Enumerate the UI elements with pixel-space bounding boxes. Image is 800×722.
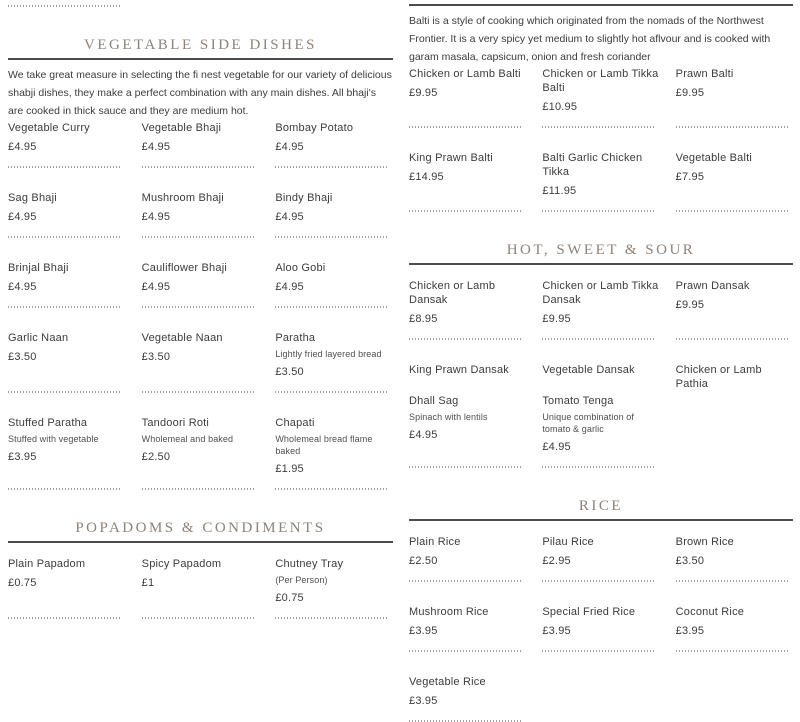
spacer <box>275 224 393 236</box>
dotted-separator <box>676 126 788 128</box>
menu-item <box>142 331 260 393</box>
menu-row <box>409 67 793 128</box>
dotted-separator <box>542 210 654 212</box>
spacer <box>409 184 526 196</box>
dotted-separator <box>676 580 788 582</box>
menu-item-name: Brown Rice <box>675 536 734 548</box>
menu-item <box>676 67 793 128</box>
menu-item-name: Pilau Rice <box>542 536 594 548</box>
dotted-separator <box>542 338 654 340</box>
menu-item <box>275 557 393 619</box>
menu-item <box>676 151 793 212</box>
dotted-separator <box>676 210 788 212</box>
spacer <box>409 442 526 454</box>
section-title: RICE <box>578 498 624 514</box>
spacer <box>409 708 526 720</box>
menu-item <box>409 363 526 391</box>
menu-section <box>409 12 793 212</box>
section-rule <box>8 541 393 543</box>
menu-item-name: Brinjal Bhaji <box>8 262 69 274</box>
menu-item <box>8 191 126 238</box>
dotted-separator <box>409 580 521 582</box>
dotted-separator <box>542 466 654 468</box>
dotted-separator <box>8 391 120 393</box>
menu-item-price: £4.95 <box>8 141 37 153</box>
menu-item-name: Plain Papadom <box>8 558 86 570</box>
dotted-separator <box>275 166 387 168</box>
menu-item <box>275 121 393 168</box>
menu-item <box>142 121 260 168</box>
dotted-separator <box>275 617 387 619</box>
spacer <box>8 364 126 376</box>
section-title: HOT, SWEET & SOUR <box>506 242 696 258</box>
dotted-separator <box>275 488 387 490</box>
dotted-separator <box>8 617 120 619</box>
menu-item-name: Plain Rice <box>409 536 461 548</box>
menu-item <box>409 151 526 212</box>
menu-item-price: £7.95 <box>675 171 705 183</box>
menu-row <box>409 394 793 468</box>
menu-row <box>8 331 393 393</box>
menu-row <box>8 557 393 619</box>
spacer <box>676 638 793 650</box>
dotted-separator <box>142 488 254 490</box>
spacer <box>409 638 526 650</box>
menu-item-name: Coconut Rice <box>675 606 745 618</box>
dotted-separator <box>409 466 521 468</box>
menu-item-price: £3.50 <box>8 351 37 363</box>
menu-item <box>8 557 126 619</box>
menu-item-name: Dhall Sag <box>409 395 459 407</box>
dotted-separator <box>142 306 254 308</box>
menu-section <box>409 498 793 722</box>
menu-item <box>676 363 793 391</box>
menu-item-price: £8.95 <box>409 313 438 325</box>
menu-item <box>409 394 526 468</box>
section-title: POPADOMS & CONDIMENTS <box>75 520 326 536</box>
menu-row <box>8 416 393 490</box>
menu-item-name: Prawn Balti <box>675 68 734 80</box>
dotted-separator <box>542 650 654 652</box>
spacer <box>542 454 659 466</box>
menu-item-price: £3.95 <box>8 451 37 463</box>
spacer <box>542 198 659 210</box>
menu-item-description: Wholemeal bread flame baked <box>275 434 373 456</box>
dotted-separator <box>8 306 120 308</box>
menu-item-price: £0.75 <box>275 592 304 604</box>
spacer <box>409 100 526 112</box>
menu-item <box>275 191 393 238</box>
menu-item-description: Wholemeal and baked <box>141 434 234 444</box>
menu-item-price: £0.75 <box>8 577 37 589</box>
dotted-separator <box>8 166 120 168</box>
menu-item <box>676 605 793 652</box>
menu-row <box>8 191 393 238</box>
spacer <box>676 100 793 112</box>
menu-item-name: Bombay Potato <box>275 122 354 134</box>
dotted-separator <box>409 650 521 652</box>
menu-section <box>8 520 393 619</box>
menu-item-name: Mushroom Bhaji <box>141 192 224 204</box>
spacer <box>142 224 260 236</box>
menu-item-price: £9.95 <box>675 87 705 99</box>
menu-item-name: Chicken or Lamb Pathia <box>675 364 762 390</box>
menu-item-price: £3.95 <box>409 695 438 707</box>
menu-section <box>409 242 793 468</box>
menu-item <box>409 67 526 128</box>
menu-item-name: Stuffed Paratha <box>8 417 88 429</box>
menu-item <box>8 121 126 168</box>
menu-item-price: £2.50 <box>141 451 171 463</box>
menu-item-name: Garlic Naan <box>8 332 69 344</box>
spacer <box>8 154 126 166</box>
menu-item-price: £3.50 <box>141 351 171 363</box>
menu-item <box>542 67 659 128</box>
menu-item-price: £4.95 <box>8 211 37 223</box>
menu-item-price: £3.95 <box>409 625 438 637</box>
menu-item-price: £9.95 <box>409 87 438 99</box>
menu-item-name: Vegetable Dansak <box>542 364 635 376</box>
spacer <box>142 464 260 476</box>
menu-item <box>275 416 393 490</box>
menu-item <box>142 261 260 308</box>
menu-item-price: £14.95 <box>409 171 444 183</box>
menu-item-price: £2.50 <box>409 555 438 567</box>
spacer <box>8 464 126 476</box>
menu-item-description: (Per Person) <box>275 575 328 585</box>
menu-item <box>676 535 793 582</box>
menu-item-name: Balti Garlic Chicken Tikka <box>542 152 643 178</box>
menu-item-name: Spicy Papadom <box>141 558 222 570</box>
spacer <box>676 312 793 324</box>
menu-item-price: £2.95 <box>542 555 571 567</box>
menu-row <box>409 279 793 340</box>
menu-item-price: £4.95 <box>141 141 171 153</box>
menu-item <box>542 363 659 391</box>
spacer <box>542 638 659 650</box>
dotted-separator <box>142 617 254 619</box>
spacer <box>142 294 260 306</box>
spacer <box>8 224 126 236</box>
menu-row <box>409 363 793 391</box>
dotted-separator <box>142 166 254 168</box>
section-rule <box>8 58 393 60</box>
menu-column-right <box>409 3 793 722</box>
menu-item-description: Unique combination of tomato & garlic <box>542 412 634 434</box>
menu-item-description: Stuffed with vegetable <box>8 434 99 444</box>
dotted-separator <box>275 391 387 393</box>
menu-item <box>142 416 260 490</box>
dotted-separator <box>542 580 654 582</box>
menu-item-price: £1.95 <box>275 463 304 475</box>
menu-item <box>409 535 526 582</box>
dotted-separator <box>142 236 254 238</box>
menu-item <box>142 191 260 238</box>
section-rule <box>409 263 793 265</box>
menu-item-name: King Prawn Dansak <box>409 364 510 376</box>
menu-row <box>8 121 393 168</box>
menu-item-name: Prawn Dansak <box>675 280 750 292</box>
menu-item <box>8 416 126 490</box>
menu-item-name: Chicken or Lamb Dansak <box>409 280 496 306</box>
menu-item <box>542 279 659 340</box>
spacer <box>275 605 393 617</box>
menu-item-empty <box>676 394 793 468</box>
spacer <box>142 154 260 166</box>
menu-item-name: King Prawn Balti <box>409 152 493 164</box>
menu-item-name: Tandoori Roti <box>141 417 210 429</box>
menu-item-name: Vegetable Rice <box>409 676 486 688</box>
menu-item-price: £4.95 <box>8 281 37 293</box>
spacer <box>275 476 393 488</box>
menu-item <box>542 605 659 652</box>
menu-item-name: Chutney Tray <box>275 558 344 570</box>
dotted-separator <box>8 236 120 238</box>
spacer <box>275 154 393 166</box>
menu-item-price: £11.95 <box>542 185 577 197</box>
menu-item-name: Bindy Bhaji <box>275 192 333 204</box>
menu-item <box>409 675 526 722</box>
menu-item-name: Vegetable Balti <box>675 152 753 164</box>
menu-item <box>542 394 659 468</box>
spacer <box>409 326 526 338</box>
menu-item-price: £4.95 <box>275 211 304 223</box>
menu-row <box>409 605 793 652</box>
menu-item-price: £4.95 <box>141 281 171 293</box>
menu-item-name: Mushroom Rice <box>409 606 489 618</box>
menu-item-name: Chicken or Lamb Tikka Balti <box>542 68 659 94</box>
dotted-separator <box>8 5 120 7</box>
menu-item-name: Special Fried Rice <box>542 606 636 618</box>
menu-item-price: £3.50 <box>275 366 304 378</box>
menu-section <box>8 37 393 490</box>
menu-item-price: £9.95 <box>675 299 705 311</box>
dotted-separator <box>542 126 654 128</box>
spacer <box>542 326 659 338</box>
menu-item <box>142 557 260 619</box>
menu-row <box>409 675 793 722</box>
dotted-separator <box>409 210 521 212</box>
menu-row <box>8 261 393 308</box>
menu-item-empty <box>676 675 793 722</box>
menu-item <box>676 279 793 340</box>
dotted-separator <box>275 236 387 238</box>
menu-item-price: £4.95 <box>275 281 304 293</box>
menu-item-price: £4.95 <box>409 429 438 441</box>
menu-item-name: Vegetable Naan <box>141 332 223 344</box>
menu-row <box>409 535 793 582</box>
dotted-separator <box>409 338 521 340</box>
menu-item <box>8 261 126 308</box>
menu-item <box>275 261 393 308</box>
spacer <box>676 184 793 196</box>
spacer <box>275 379 393 391</box>
menu-item-price: £10.95 <box>542 101 578 113</box>
menu-item-price: £3.50 <box>675 555 705 567</box>
dotted-separator <box>409 126 521 128</box>
menu-item-price: £4.95 <box>141 211 171 223</box>
menu-item <box>542 151 659 212</box>
menu-item-name: Chapati <box>275 417 315 429</box>
menu-item-empty <box>542 675 659 722</box>
spacer <box>275 294 393 306</box>
dotted-separator <box>676 650 788 652</box>
menu-item <box>275 331 393 393</box>
menu-item-name: Paratha <box>275 332 316 344</box>
spacer <box>8 590 126 602</box>
menu-item-price: £1 <box>141 577 155 589</box>
menu-item-price: £4.95 <box>275 141 304 153</box>
menu-item-name: Vegetable Bhaji <box>141 122 222 134</box>
spacer <box>409 568 526 580</box>
menu-row <box>409 151 793 212</box>
dotted-separator <box>8 488 120 490</box>
menu-item-name: Cauliflower Bhaji <box>141 262 227 274</box>
menu-item <box>8 331 126 393</box>
menu-item <box>409 605 526 652</box>
menu-item-price: £9.95 <box>542 313 571 325</box>
menu-item <box>409 279 526 340</box>
menu-item-price: £4.95 <box>542 441 571 453</box>
spacer <box>676 568 793 580</box>
menu-item-name: Aloo Gobi <box>275 262 326 274</box>
spacer <box>8 294 126 306</box>
menu-item-name: Tomato Tenga <box>542 395 614 407</box>
section-intro: Balti is a style of cooking which originated from the nomads of the Northwest Frontier. It is a very spicy yet medium to slightly hot aflvour and is cooked with garam masala, capsicum, onion and fresh coriander <box>409 15 771 63</box>
menu-item-name: Sag Bhaji <box>8 192 57 204</box>
menu-item <box>542 535 659 582</box>
menu-item-name: Chicken or Lamb Balti <box>409 68 521 80</box>
dotted-separator <box>142 391 254 393</box>
spacer <box>142 364 260 376</box>
spacer <box>542 568 659 580</box>
menu-item-description: Lightly fried layered bread <box>275 349 382 359</box>
spacer <box>542 114 659 126</box>
section-title: VEGETABLE SIDE DISHES <box>84 37 317 53</box>
spacer <box>142 590 260 602</box>
dotted-separator <box>275 306 387 308</box>
menu-item-name: Vegetable Curry <box>8 122 90 134</box>
menu-column-left <box>8 3 393 722</box>
menu-item-price: £3.95 <box>675 625 705 637</box>
menu-item-description: Spinach with lentils <box>409 412 488 422</box>
dotted-separator <box>676 338 788 340</box>
menu-item-price: £3.95 <box>542 625 571 637</box>
section-intro: We take great measure in selecting the fi nest vegetable for our variety of delicious shabji dishes, they make a perfect combination with any main dishes. All bhaji's are cooked in thick sauce and they are medium hot. <box>8 69 392 117</box>
section-rule <box>409 4 793 6</box>
section-rule <box>409 519 793 521</box>
menu-item-name: Chicken or Lamb Tikka Dansak <box>542 280 659 306</box>
